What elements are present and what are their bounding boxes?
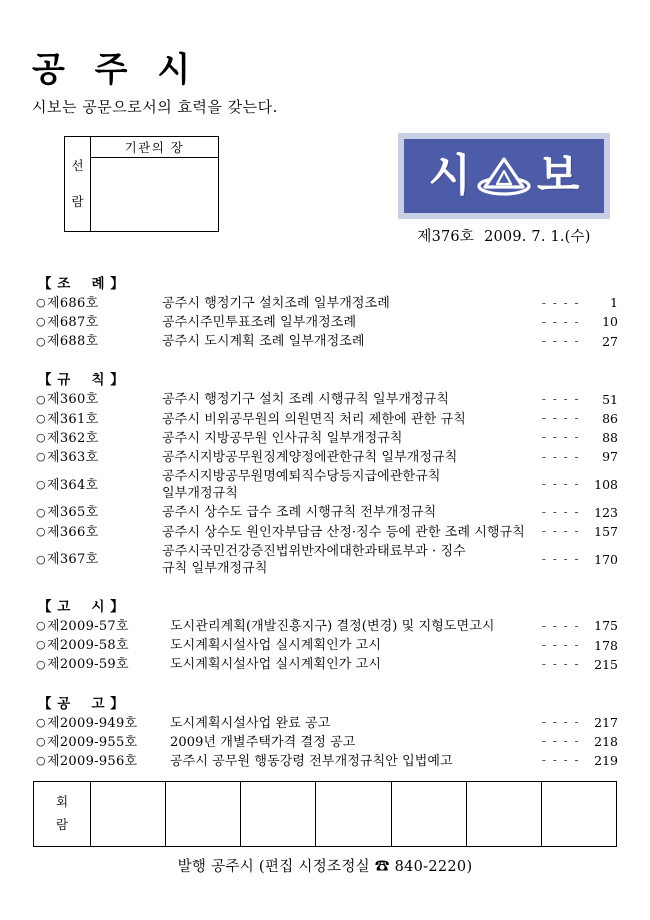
circulation-label-char-1: 회 [55,794,69,810]
toc-entry-title-line1: 도시관리계획(개발진흥지구) 결정(변경) 및 지형도면고시 [170,619,495,635]
toc-entry-number-text: 제687호 [47,315,99,331]
toc-entry-page-number: 86 [602,410,618,426]
toc-entry[interactable] [36,542,618,578]
toc-entry-number-text: 제360호 [47,392,99,408]
circulation-table [33,781,617,847]
toc-entry-number [36,637,166,654]
toc-entry[interactable] [36,503,618,522]
toc-entry-number-text: 제361호 [47,411,99,427]
toc-entry-page-number: 97 [602,449,618,465]
toc-entry-page-number: 123 [594,504,618,520]
circulation-cell[interactable] [316,782,391,846]
toc-entry[interactable] [36,733,618,752]
toc-entry[interactable] [36,390,618,409]
toc-entry-page-number: 108 [594,477,618,492]
toc-entry-leader: - - - - [541,637,581,652]
toc-entry-number-text: 제362호 [47,430,99,446]
toc-entry-page-number: 1 [610,295,618,311]
toc-entry-title-line1: 공주시국민건강증진법위반자에대한과태료부과 · 징수 [162,543,466,559]
toc-entry-page-number: 215 [594,656,618,672]
toc-entry-title-line1: 공주시 상수도 원인자부담금 산정·징수 등에 관한 조례 시행규칙 [162,524,525,540]
toc-entry-title [158,504,534,521]
toc-entry-number [36,295,158,312]
toc-entry-number-text: 제688호 [47,334,99,350]
toc-entry-leader: - - - - [541,449,581,464]
toc-section-heading: 【 고 시 】 [38,599,125,616]
toc-entry-title [158,411,534,428]
toc-entry-title [166,656,534,673]
circulation-cell[interactable] [91,782,166,846]
toc-entry-title [158,449,534,466]
toc-entry[interactable] [36,429,618,448]
toc-entry[interactable] [36,448,618,467]
toc-entry-page-number: 27 [602,333,618,349]
toc-entry-number [36,449,158,466]
toc-entry-number-text: 제366호 [47,524,99,540]
toc-entry-page-number: 51 [602,391,618,407]
toc-entry-page-number: 178 [594,637,618,653]
toc-section-heading: 【 규 칙 】 [38,372,125,389]
toc-section [36,368,618,578]
toc-entry-title [158,468,534,502]
toc-entry-title-line1: 도시계획시설사업 완료 공고 [170,715,331,731]
toc-section [36,692,618,771]
publisher-footer: 발행 공주시 (편집 시정조정실 ☎ 840-2220) [177,859,473,875]
approval-stamp-label-char-2: 람 [71,193,84,209]
circle-bullet-icon: ○ [36,754,46,768]
toc-entry-number [36,618,166,635]
toc-entry-leader: - - - - [541,411,581,426]
toc-entry-number [36,753,166,770]
toc-entry-leader: - - - - [541,753,581,768]
toc-entry-leader: - - - - [541,314,581,329]
toc-entry[interactable] [36,655,618,674]
circle-bullet-icon: ○ [36,734,46,748]
toc-entry[interactable] [36,294,618,313]
approval-stamp-box [64,136,219,232]
toc-entry-number-text: 제2009-949호 [47,715,138,731]
toc-entry-title-line1: 공주시 비위공무원의 의원면직 처리 제한에 관한 규칙 [162,411,466,427]
toc-entry-leader: - - - - [541,295,581,310]
approval-stamp-signature-area [91,158,218,231]
gazette-logo [398,133,610,246]
toc-entry-number [36,477,158,494]
toc-entry-title-line1: 공주시 행정기구 설치 조례 시행규칙 일부개정규칙 [162,392,449,408]
logo-frame [398,133,610,219]
toc-entry-title [158,430,534,447]
toc-entry-title-line1: 공주시 행정기구 설치조례 일부개정조례 [162,296,390,311]
toc-entry-title-line1: 도시계획시설사업 실시계획인가 고시 [170,657,381,673]
circulation-cell[interactable] [241,782,316,846]
toc-entry-number-text: 제365호 [47,505,99,521]
toc-entry[interactable] [36,313,618,332]
circle-bullet-icon: ○ [36,619,46,633]
toc-entry[interactable] [36,752,618,771]
toc-entry-title [158,524,534,541]
toc-entry-leader: - - - - [541,524,581,539]
toc-entry-number-text: 제2009-57호 [47,619,129,635]
masthead-tagline: 시보는 공문으로서의 효력을 갖는다. [32,98,278,117]
circle-bullet-icon: ○ [36,296,46,310]
toc-entry-number [36,504,158,521]
toc-entry-number-text: 제2009-955호 [47,734,138,750]
toc-entry-title [166,753,534,770]
logo-char-bo: 보 [537,150,580,201]
toc-entry-leader: - - - - [541,551,581,566]
toc-entry-title-line2: 일부개정규칙 [162,486,238,502]
toc-entry[interactable] [36,410,618,429]
toc-entry-number [36,391,158,408]
circle-bullet-icon: ○ [36,315,46,329]
toc-entry-number [36,333,158,350]
toc-entry[interactable] [36,332,618,351]
toc-entry-leader: - - - - [541,333,581,348]
circle-bullet-icon: ○ [36,524,46,538]
toc-entry-title [158,333,534,350]
toc-entry-page-number: 88 [602,430,618,446]
issue-number: 제376호 [417,229,475,245]
toc-entry-leader: - - - - [541,657,581,671]
toc-entry-page-number: 218 [594,733,618,749]
toc-entry-number [36,656,166,673]
toc-entry-page-number: 10 [602,314,618,330]
toc-entry-number [36,430,158,447]
toc-entry-page-number: 217 [594,714,618,730]
toc-entry-number [36,551,158,568]
toc-section-heading: 【 조 례 】 [38,276,125,292]
circulation-cell[interactable] [467,782,542,846]
toc-entry-leader: - - - - [541,734,581,749]
toc-entry-number [36,314,158,331]
toc-entry-number-text: 제364호 [47,477,99,493]
toc-entry-title [158,314,534,331]
issue-line [398,225,610,246]
toc-entry-title-line1: 공주시 공무원 행동강령 전부개정규칙안 입법예고 [170,753,453,769]
toc-entry-title [166,618,534,635]
circulation-cell[interactable] [542,782,616,846]
circulation-cell[interactable] [166,782,241,846]
circle-bullet-icon: ○ [36,505,46,519]
toc-section [36,272,618,351]
toc-entry-number [36,411,158,428]
logo-char-si: 시 [428,150,471,201]
toc-entry[interactable] [36,636,618,655]
circulation-label [34,782,91,846]
toc-entry-number-text: 제2009-956호 [47,753,138,769]
toc-entry-number-text: 제367호 [47,552,99,568]
toc-entry-leader: - - - - [541,430,581,445]
approval-stamp-label-char-1: 선 [71,157,84,173]
toc-entry-title-line1: 공주시 지방공무원 인사규칙 일부개정규칙 [162,430,403,446]
toc-entry-leader: - - - - [541,505,581,520]
toc-entry-number-text: 제686호 [47,296,99,311]
page-title: 공 주 시 [32,50,200,90]
toc-entry-title-line1: 공주시지방공무원징계양정에관한규칙 일부개정규칙 [162,449,458,465]
toc-entry-page-number: 219 [594,753,618,769]
approval-stamp-main [91,137,218,231]
toc-entry-number-text: 제363호 [47,449,99,465]
toc-entry-title [158,391,534,408]
circulation-label-char-2: 람 [55,817,69,833]
toc-entry-title [166,715,534,732]
approval-stamp-side-label [65,137,91,231]
toc-entry-number [36,715,166,732]
circle-bullet-icon: ○ [36,334,46,348]
toc-entry-page-number: 175 [594,618,618,634]
logo-plate [404,139,604,213]
toc-section-heading: 【 공 고 】 [38,695,125,712]
toc-entry-title-line1: 도시계획시설사업 실시계획인가 고시 [170,638,381,654]
toc-entry-number-text: 제2009-59호 [47,657,129,673]
toc-section [36,595,618,674]
toc-entry-title [158,295,534,312]
circle-bullet-icon: ○ [36,450,46,464]
toc-entry-title-line1: 공주시주민투표조례 일부개정조례 [162,315,357,331]
toc-entry-title-line1: 공주시지방공무원명예퇴직수당등지급에관한규칙 [162,469,441,485]
toc-entry-title-line1: 2009년 개별주택가격 결정 공고 [170,734,356,750]
toc-entry-title-line1: 공주시 도시계획 조례 일부개정조례 [162,334,365,350]
toc-entry-title-line2: 규칙 일부개정규칙 [162,560,268,576]
toc-entry-leader: - - - - [541,715,581,730]
circulation-cell[interactable] [392,782,467,846]
toc-entry[interactable] [36,714,618,733]
mountain-emblem-icon [477,153,531,199]
toc-entry[interactable] [36,617,618,636]
toc-entry-title-line1: 공주시 상수도 급수 조례 시행규칙 전부개정규칙 [162,505,437,521]
toc-entry-number [36,734,166,751]
table-of-contents [36,272,618,771]
circle-bullet-icon: ○ [36,638,46,652]
toc-entry-title [166,637,534,654]
toc-entry-title [166,734,534,751]
toc-entry-leader: - - - - [541,477,581,492]
toc-entry-number [36,524,158,541]
toc-entry-page-number: 157 [594,523,618,539]
approval-stamp-header: 기관의 장 [91,137,218,158]
toc-entry-number-text: 제2009-58호 [47,638,129,654]
toc-entry[interactable] [36,467,618,503]
circle-bullet-icon: ○ [36,411,46,425]
circle-bullet-icon: ○ [36,392,46,406]
circle-bullet-icon: ○ [36,431,46,445]
masthead [32,52,618,116]
issue-date: 2009. 7. 1.(수) [484,229,591,245]
circle-bullet-icon: ○ [36,715,46,729]
circle-bullet-icon: ○ [36,552,46,566]
toc-entry-title [158,543,534,577]
toc-entry-page-number: 170 [594,551,618,567]
toc-entry[interactable] [36,523,618,542]
toc-entry-leader: - - - - [541,618,581,633]
circle-bullet-icon: ○ [36,657,46,671]
toc-entry-leader: - - - - [541,392,581,407]
circle-bullet-icon: ○ [36,477,46,491]
